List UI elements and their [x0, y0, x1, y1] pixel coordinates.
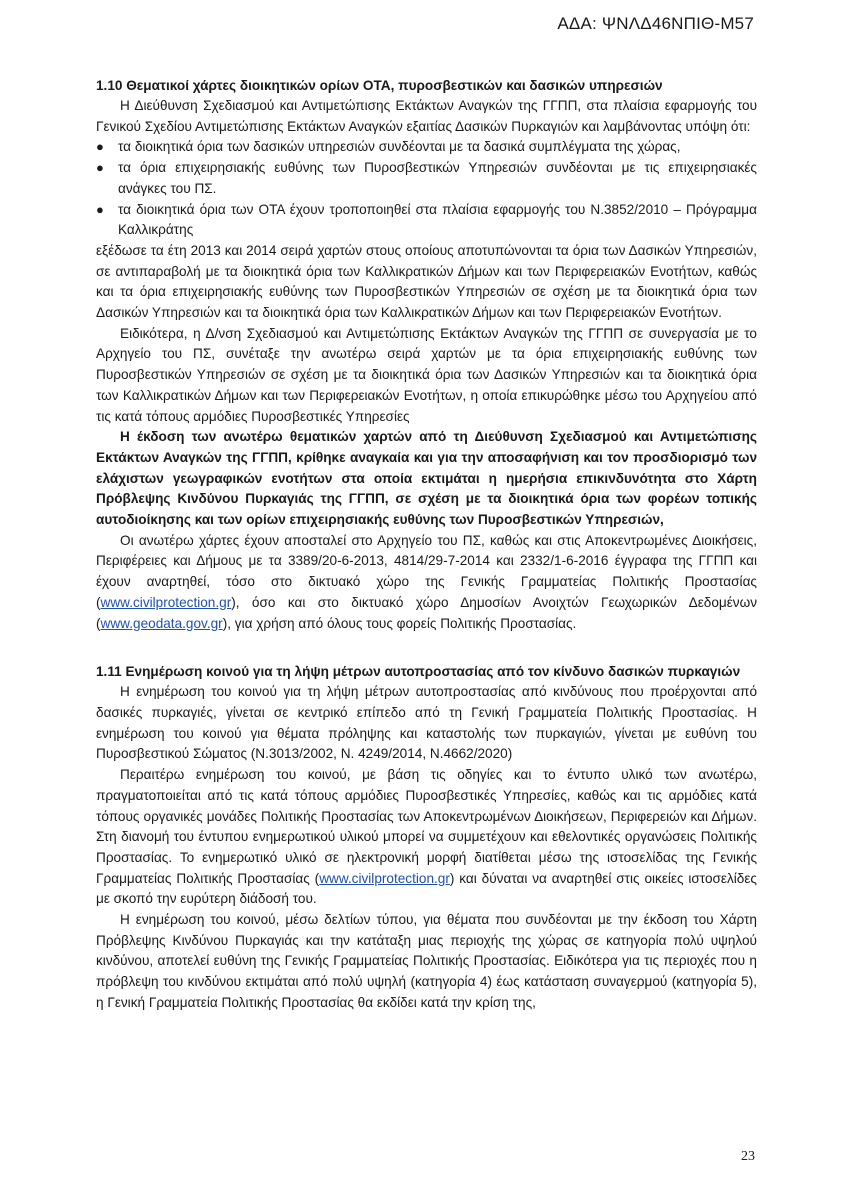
section-heading-1-10: 1.10 Θεματικοί χάρτες διοικητικών ορίων ΟΤΑ, πυροσβεστικών και δασικών υπηρεσιών: [96, 78, 663, 93]
bullet-list: [96, 137, 757, 241]
bullet-icon: ●: [96, 139, 104, 155]
list-item: [96, 158, 757, 199]
list-item: [96, 200, 757, 241]
ada-code: ΑΔΑ: ΨΝΛΔ46ΝΠΙΘ-Μ57: [557, 14, 754, 33]
paragraph-text: ), όσο και στο δικτυακό χώρο Δημοσίων Ανοιχτών Γεωχωρικών Δεδομένων (: [96, 594, 757, 631]
paragraph-with-links: [96, 531, 757, 635]
paragraph-text: Οι ανωτέρω χάρτες έχουν αποσταλεί στο Αρχηγείο του ΠΣ, καθώς και στις Αποκεντρωμένες Διοικήσεις, Περιφέρειες και Δήμους με τα 3389/20-6-2013, 4814/29-7-2014 και 2332/1-6-2016 έγγραφα της ΓΓΠΠ και έχουν αναρτηθεί, τόσο στο δικτυακό χώρο της Γενικής Γραμματείας Πολιτικής Προστασίας (: [96, 532, 757, 610]
geodata-link[interactable]: www.geodata.gov.gr: [100, 615, 223, 631]
paragraph-text: ), για χρήση από όλους τους φορείς Πολιτικής Προστασίας.: [222, 615, 577, 631]
page-number: 23: [741, 1149, 755, 1164]
list-item: [96, 137, 757, 158]
paragraph: Η ενημέρωση του κοινού για τη λήψη μέτρων αυτοπροστασίας από κινδύνους που προέρχονται από δασικές πυρκαγιές, γίνεται σε κεντρικό επίπεδο από τη Γενική Γραμματεία Πολιτικής Προστασίας. Η ενημέρωση του κοινού για θέματα πρόληψης και καταστολής των πυρκαγιών, γίνεται με ευθύνη του Πυροσβεστικού Σώματος (Ν.3013/2002, Ν. 4249/2014, Ν.4662/2020): [96, 684, 757, 762]
paragraph-with-links: [96, 765, 757, 910]
bullet-text: τα όρια επιχειρησιακής ευθύνης των Πυροσβεστικών Υπηρεσιών συνδέονται με τις επιχειρησιακές ανάγκες του ΠΣ.: [118, 160, 757, 196]
paragraph: Η ενημέρωση του κοινού, μέσω δελτίων τύπου, για θέματα που συνδέονται με την έκδοση του Χάρτη Πρόβλεψης Κινδύνου Πυρκαγιάς και την κατάταξη μιας περιοχής της χώρας σε κατηγορία πολύ υψηλού κινδύνου, αποτελεί ευθύνη της Γενικής Γραμματείας Πολιτικής Προστασίας. Ειδικότερα για τις περιοχές που η πρόβλεψη του κινδύνου εκτιμάται από πολύ υψηλή (κατηγορία 4) έως κατάσταση συναγερμού (κατηγορία 5), η Γενική Γραμματεία Πολιτικής Προστασίας θα εκδίδει κατά την κρίση της,: [96, 912, 757, 1010]
bullet-text: τα διοικητικά όρια των ΟΤΑ έχουν τροποποιηθεί στα πλαίσια εφαρμογής του Ν.3852/2010 – Πρόγραμμα Καλλικράτης: [118, 201, 757, 238]
bold-paragraph: Η έκδοση των ανωτέρω θεματικών χαρτών από τη Διεύθυνση Σχεδιασμού και Αντιμετώπισης Εκτάκτων Αναγκών της ΓΓΠΠ, κρίθηκε αναγκαία και για την αποσαφήνιση και τον προσδιορισμό των ελάχιστων γεωγραφικών ενοτήτων στα οποία εκτιμάται η ημερήσια επικινδυνότητα στο Χάρτη Πρόβλεψης Κινδύνου Πυρκαγιάς της ΓΓΠΠ, σε σχέση με τα διοικητικά όρια των φορέων τοπικής αυτοδιοίκησης και των ορίων επιχειρησιακής ευθύνης των Πυροσβεστικών Υπηρεσιών,: [96, 429, 757, 528]
paragraph-text: ) και δύναται να αναρτηθεί στις οικείες ιστοσελίδες με σκοπό την ευρύτερη διάδοσή του.: [96, 870, 757, 907]
document-body: [96, 70, 757, 1014]
paragraph: Ειδικότερα, η Δ/νση Σχεδιασμού και Αντιμετώπισης Εκτάκτων Αναγκών της ΓΓΠΠ σε συνεργασία με το Αρχηγείο του ΠΣ, συνέταξε την ανωτέρω σειρά χαρτών με τα όρια επιχειρησιακής ευθύνης των Πυροσβεστικών Υπηρεσιών σε σχέση με τα διοικητικά όρια των Δασικών Υπηρεσιών και τα διοικητικά όρια των Καλλικρατικών Δήμων και των Περιφερειακών Ενοτήτων, η οποία επικυρώθηκε μέσω του Αρχηγείου από τις κατά τόπους αρμόδιες Πυροσβεστικές Υπηρεσίες: [96, 325, 757, 424]
bullet-icon: ●: [96, 201, 104, 217]
section-spacer: [96, 634, 757, 656]
paragraph: εξέδωσε τα έτη 2013 και 2014 σειρά χαρτών στους οποίους αποτυπώνονται τα όρια των Δασικών Υπηρεσιών, σε αντιπαραβολή με τα διοικητικά όρια των Καλλικρατικών Δήμων και των Περιφερειακών Ενοτήτων, καθώς και τα όρια επιχειρησιακής ευθύνης των Πυροσβεστικών Υπηρεσιών σε σχέση με τα διοικητικά όρια των Δασικών Υπηρεσιών και τα διοικητικά όρια των Καλλικρατικών Δήμων και των Περιφερειακών Ενοτήτων.: [96, 242, 757, 321]
paragraph-text: Περαιτέρω ενημέρωση του κοινού, με βάση τις οδηγίες και το έντυπο υλικό των ανωτέρω, πραγματοποιείται από τις κατά τόπους αρμόδιες Πυροσβεστικές Υπηρεσίες, καθώς και τις αρμόδιες κατά τόπους οργανικές μονάδες Πολιτικής Προστασίας των Αποκεντρωμένων Διοικήσεων, Περιφερειών και Δήμων. Στη διανομή του έντυπου ενημερωτικού υλικού μπορεί να συμμετέχουν και εθελοντικές οργανώσεις Πολιτικής Προστασίας. Το ενημερωτικό υλικό σε ηλεκτρονική μορφή διατίθεται μέσω της ιστοσελίδας της Γενικής Γραμματείας Πολιτικής Προστασίας (: [96, 767, 757, 886]
bullet-icon: ●: [96, 160, 104, 176]
civilprotection-link[interactable]: www.civilprotection.gr: [100, 594, 232, 610]
section-1-10-intro: Η Διεύθυνση Σχεδιασμού και Αντιμετώπισης Εκτάκτων Αναγκών της ΓΓΠΠ, στα πλαίσια εφαρμογής του Γενικού Σχεδίου Αντιμετώπισης Εκτάκτων Αναγκών εξαιτίας Δασικών Πυρκαγιών και λαμβάνοντας υπόψη ότι:: [96, 98, 757, 134]
civilprotection-link[interactable]: www.civilprotection.gr: [319, 870, 450, 886]
section-heading-1-11: 1.11 Ενημέρωση κοινού για τη λήψη μέτρων αυτοπροστασίας από τον κίνδυνο δασικών πυρκαγιών: [96, 664, 741, 680]
bullet-text: τα διοικητικά όρια των δασικών υπηρεσιών συνδέονται με τα δασικά συμπλέγματα της χώρας,: [118, 139, 681, 155]
